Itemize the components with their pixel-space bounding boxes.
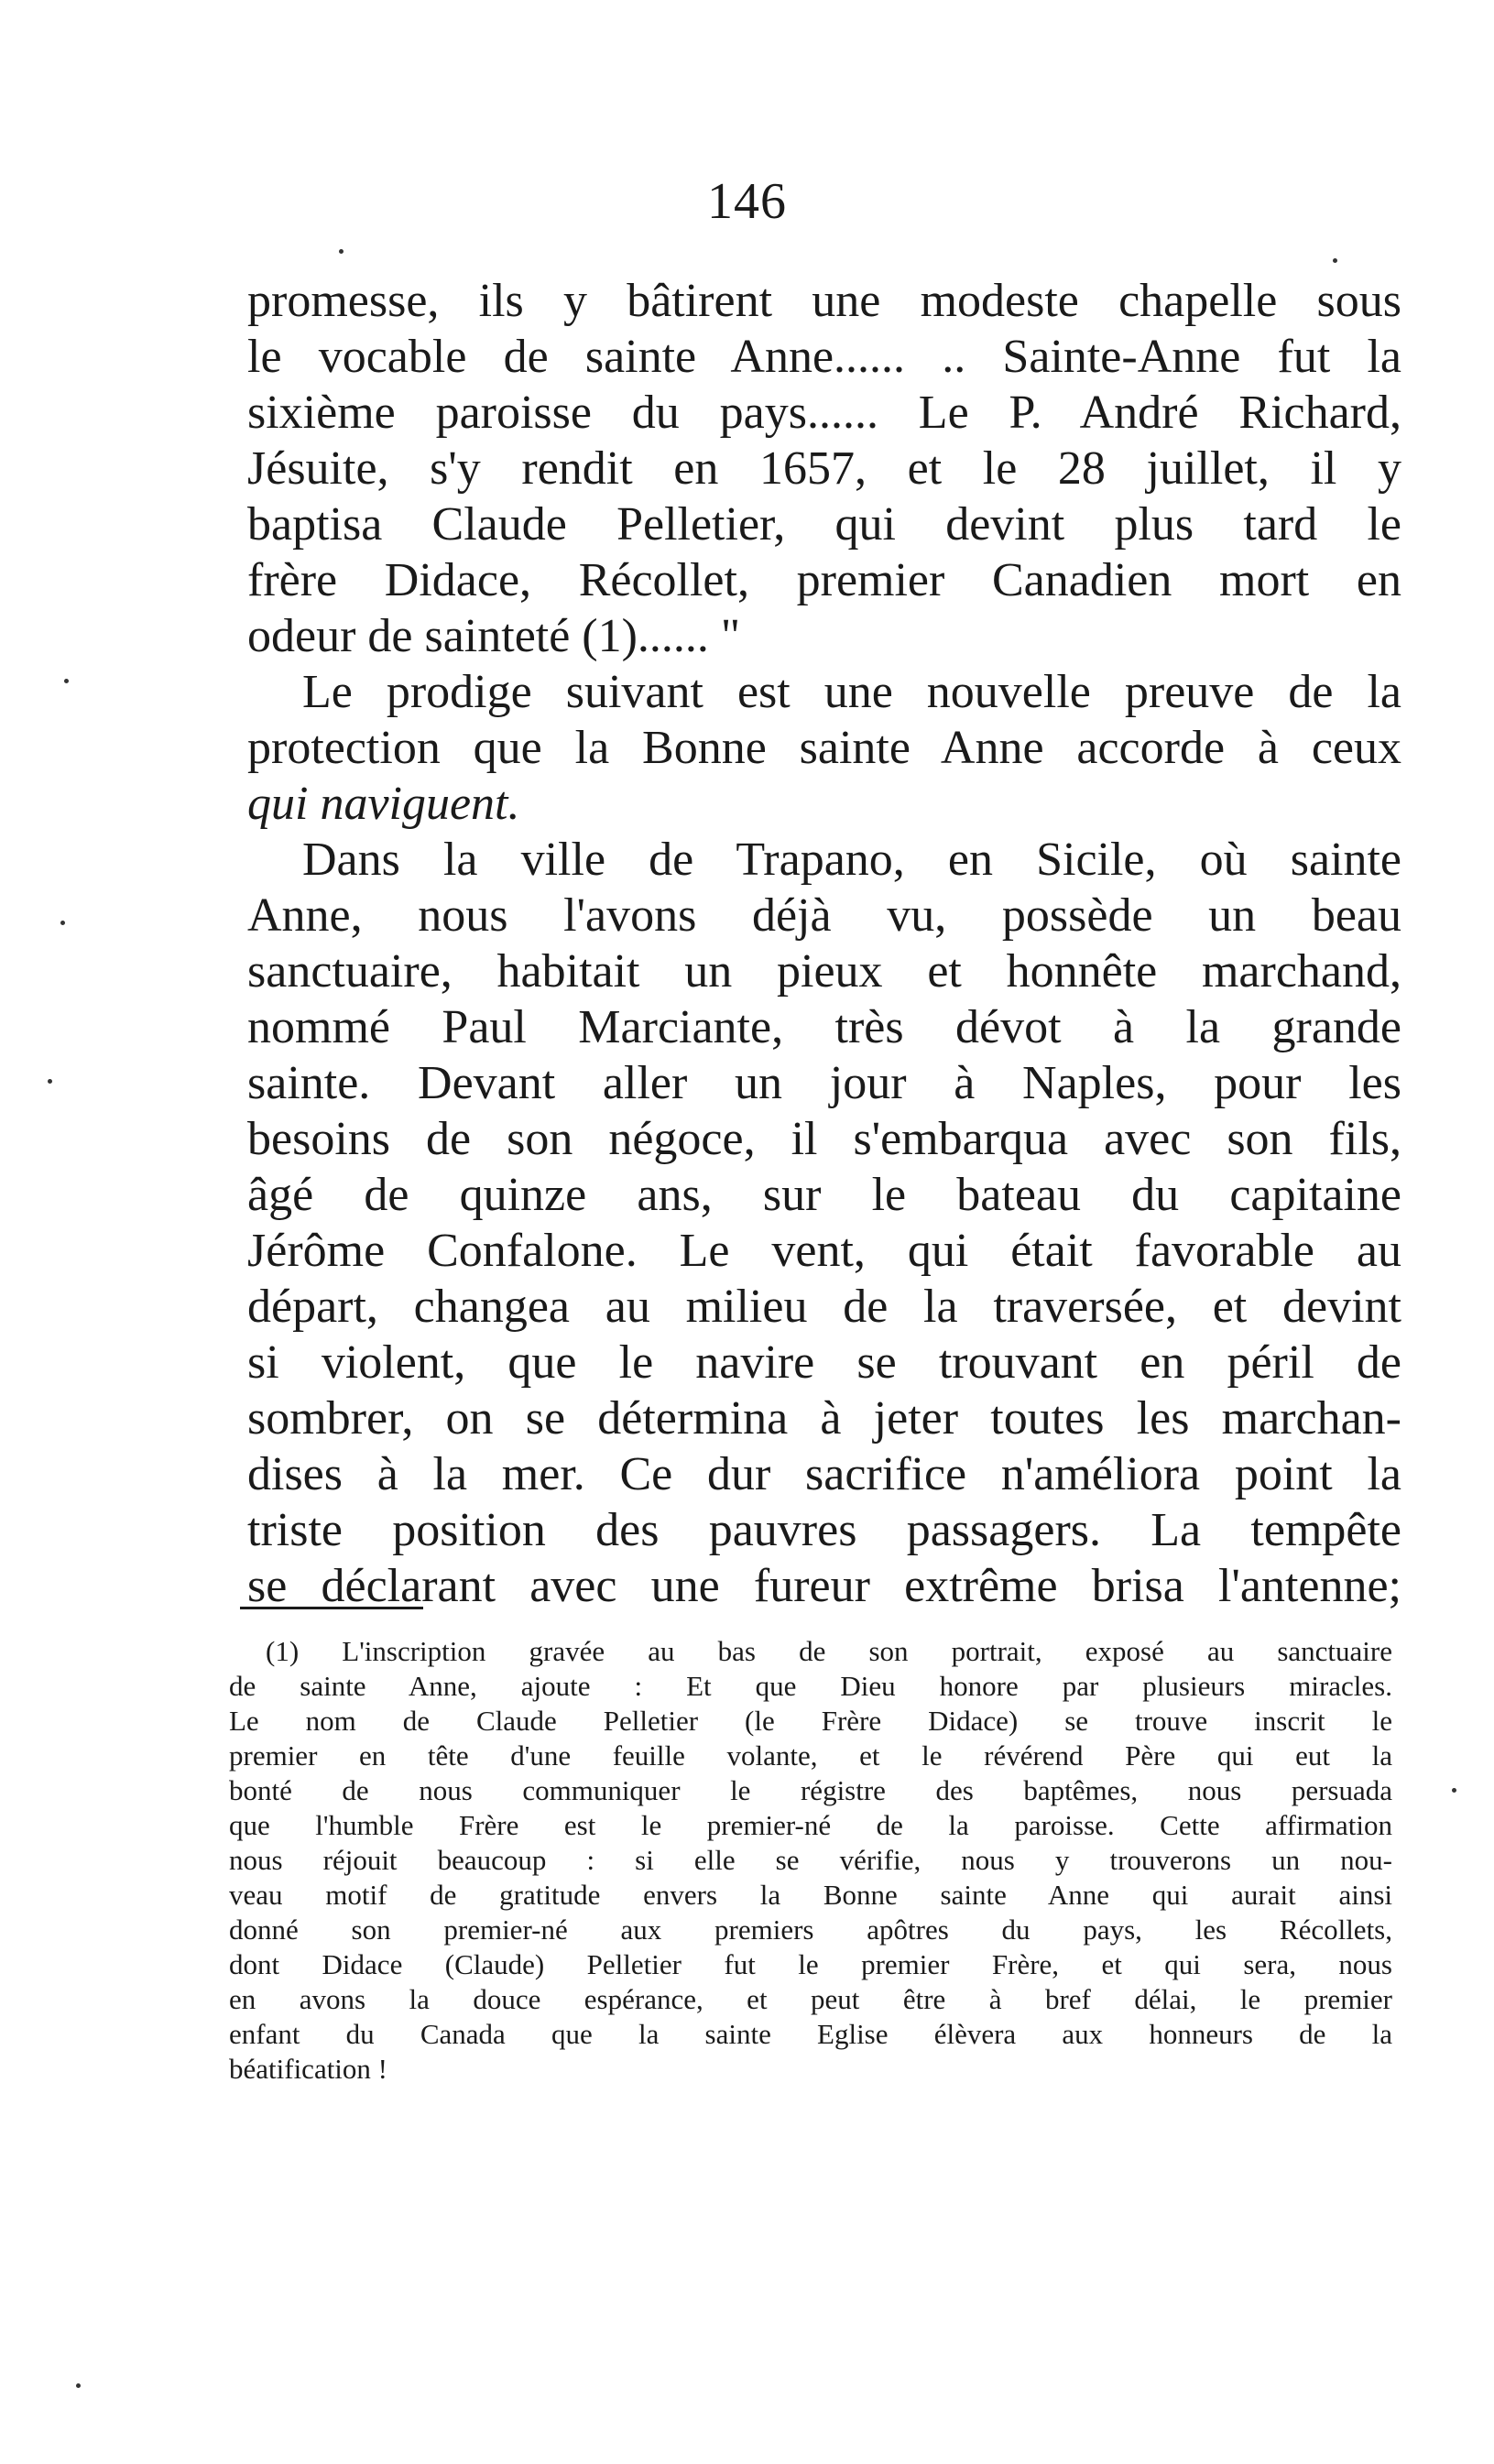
footnote: [229, 1634, 1392, 2087]
text-line: Jérôme Confalone. Le vent, qui était favorable au: [247, 1225, 1401, 1277]
text-line: sanctuaire, habitait un pieux et honnête marchand,: [247, 945, 1401, 998]
text-line: promesse, ils y bâtirent une modeste chapelle sous: [247, 275, 1401, 327]
text-line: baptisa Claude Pelletier, qui devint plus tard le: [247, 498, 1401, 551]
print-speck: [64, 679, 69, 683]
text-line: dises à la mer. Ce dur sacrifice n'améliora point la: [247, 1448, 1401, 1500]
page-number: 146: [707, 173, 787, 230]
footnote-divider: [240, 1607, 423, 1609]
footnote-line: dont Didace (Claude) Pelletier fut le premier Frère, et qui sera, nous: [229, 1948, 1392, 1980]
footnote-line: en avons la douce espérance, et peut être à bref délai, le premier: [229, 1983, 1392, 2015]
text-line: besoins de son négoce, il s'embarqua avec son fils,: [247, 1113, 1401, 1165]
footnote-line: Le nom de Claude Pelletier (le Frère Didace) se trouve inscrit le: [229, 1705, 1392, 1737]
text-line: odeur de sainteté (1)...... ": [247, 610, 741, 662]
text-line: sainte. Devant aller un jour à Naples, pour les: [247, 1057, 1401, 1109]
footnote-line: enfant du Canada que la sainte Eglise élèvera aux honneurs de la: [229, 2018, 1392, 2050]
footnote-line: (1) L'inscription gravée au bas de son portrait, exposé au sanctuaire: [266, 1635, 1392, 1667]
footnote-line: premier en tête d'une feuille volante, et le révérend Père qui eut la: [229, 1739, 1392, 1772]
text-line: sombrer, on se détermina à jeter toutes les marchan-: [247, 1392, 1401, 1445]
text-line: Anne, nous l'avons déjà vu, possède un beau: [247, 889, 1401, 942]
text-line: si violent, que le navire se trouvant en péril de: [247, 1336, 1401, 1389]
text-line: âgé de quinze ans, sur le bateau du capitaine: [247, 1169, 1401, 1221]
footnote-line: bonté de nous communiquer le régistre des baptêmes, nous persuada: [229, 1774, 1392, 1806]
print-speck: [339, 249, 344, 254]
text-line: le vocable de sainte Anne...... .. Sainte-Anne fut la: [247, 331, 1401, 383]
text-line: Le prodige suivant est une nouvelle preuve de la: [302, 666, 1401, 718]
text-line: nommé Paul Marciante, très dévot à la grande: [247, 1001, 1401, 1053]
print-speck: [76, 2383, 81, 2388]
print-speck: [48, 1079, 52, 1084]
main-text: [247, 273, 1401, 1614]
print-speck: [1333, 258, 1337, 263]
text-line: Jésuite, s'y rendit en 1657, et le 28 juillet, il y: [247, 442, 1401, 495]
text-line: se déclarant avec une fureur extrême brisa l'antenne;: [247, 1560, 1401, 1612]
footnote-line: donné son premier-né aux premiers apôtres du pays, les Récollets,: [229, 1913, 1392, 1946]
footnote-line: béatification !: [229, 2053, 387, 2085]
footnote-line: nous réjouit beaucoup : si elle se vérifie, nous y trouverons un nou-: [229, 1844, 1392, 1876]
text-line: départ, changea au milieu de la traversée, et devint: [247, 1281, 1401, 1333]
text-line: triste position des pauvres passagers. La tempête: [247, 1504, 1401, 1556]
footnote-line: veau motif de gratitude envers la Bonne sainte Anne qui aurait ainsi: [229, 1879, 1392, 1911]
print-speck: [1452, 1788, 1456, 1793]
print-speck: [60, 921, 65, 925]
text-line: qui naviguent.: [247, 778, 520, 830]
text-line: frère Didace, Récollet, premier Canadien mort en: [247, 554, 1401, 606]
footnote-line: que l'humble Frère est le premier-né de la paroisse. Cette affirmation: [229, 1809, 1392, 1841]
text-line: protection que la Bonne sainte Anne accorde à ceux: [247, 722, 1401, 774]
footnote-line: de sainte Anne, ajoute : Et que Dieu honore par plusieurs miracles.: [229, 1670, 1392, 1702]
text-line: sixième paroisse du pays...... Le P. André Richard,: [247, 387, 1401, 439]
text-line: Dans la ville de Trapano, en Sicile, où sainte: [302, 834, 1401, 886]
